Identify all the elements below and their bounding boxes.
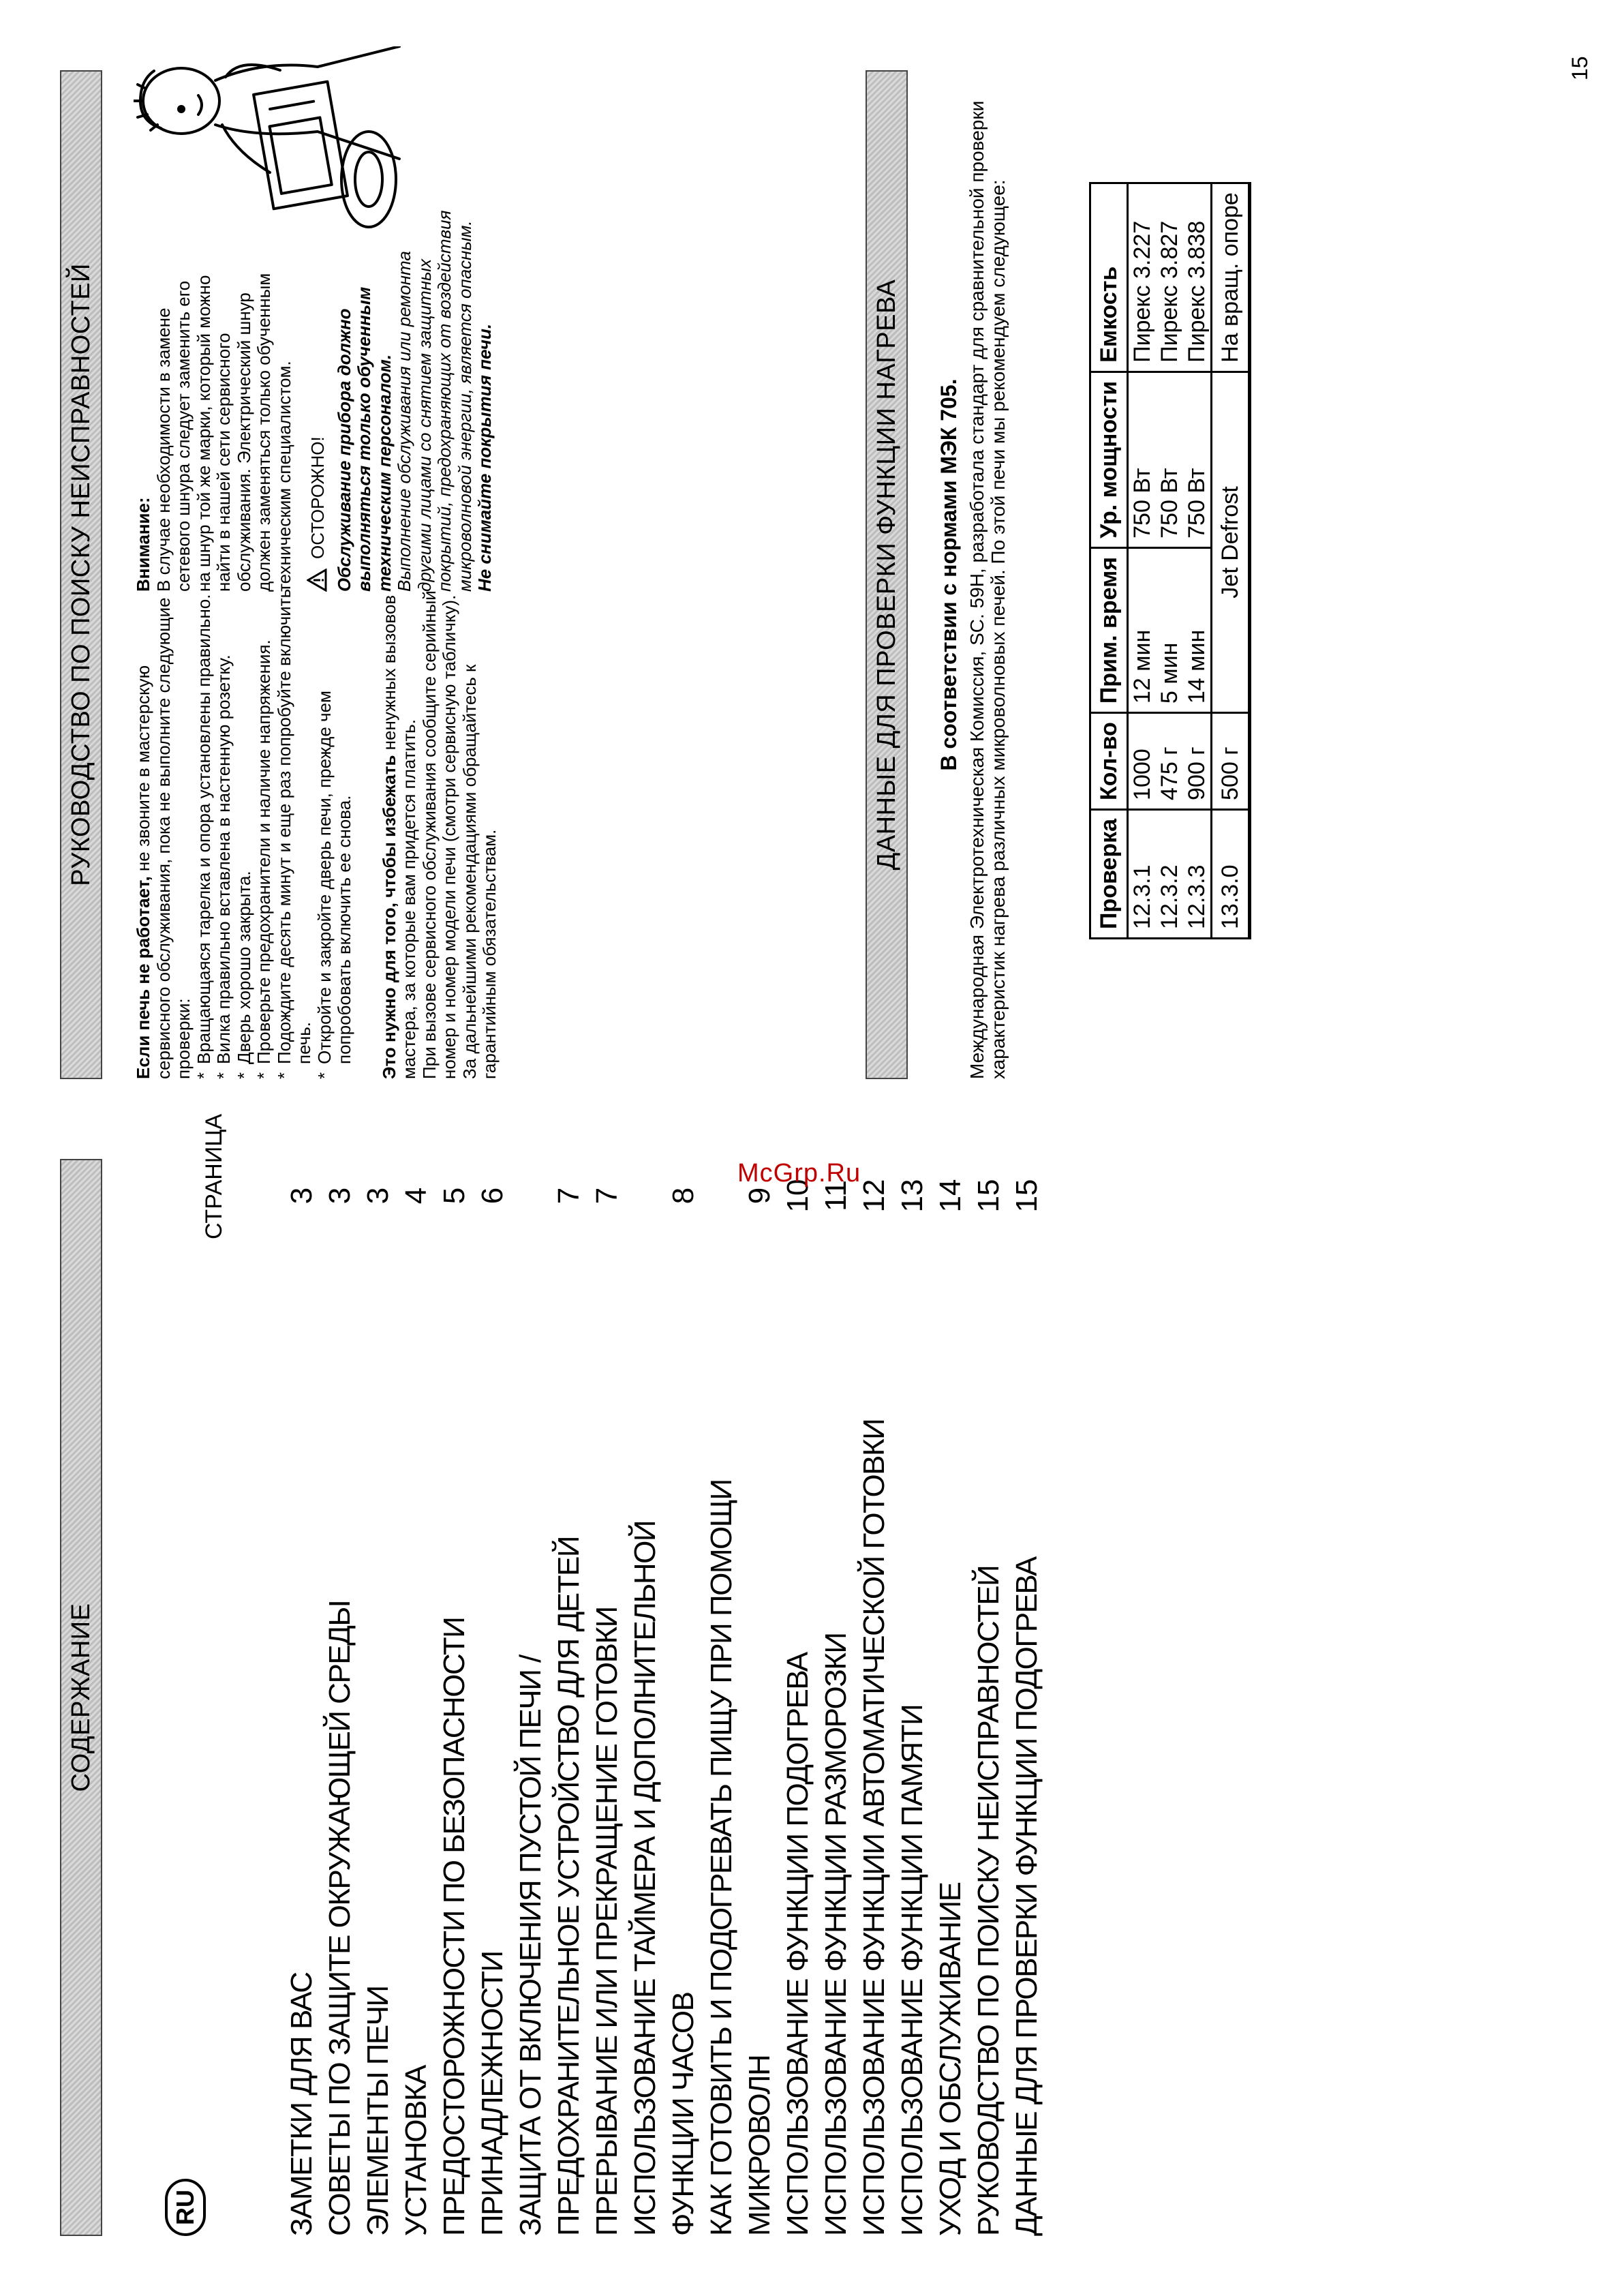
toc-row-page: 7 [590, 1187, 624, 1205]
caution-bold: Обслуживание прибора должно выполняться только обученным техническим персоналом. [333, 286, 395, 592]
caution-title: ОСТОРОЖНО! [307, 436, 328, 559]
warning-triangle-icon [307, 569, 332, 592]
caution-last: Не снимайте покрытия печи. [474, 323, 495, 592]
toc-row[interactable] [474, 1176, 512, 2236]
toc-row-text: УСТАНОВКА [399, 2066, 433, 2236]
toc-row[interactable] [893, 1176, 932, 2236]
cell: Пирекс 3.227 [1128, 183, 1157, 372]
header-test: Проверка [1090, 809, 1128, 938]
header-power: Ур. мощности [1090, 372, 1128, 547]
toc-row-text: ИСПОЛЬЗОВАНИЕ ФУНКЦИИ ПАМЯТИ [896, 1704, 929, 2236]
toc-row-page: 15 [1010, 1179, 1043, 1213]
attention-text: В случае необходимости в замене сетевого шнура следует заменить его на шнур той же марки, который можно найти в нашей сети сервисного обслуживания. Электрический шнур должен заменяться только обученным техническим специалистом. [153, 273, 294, 592]
cell: 1000 [1128, 713, 1157, 810]
table-row [1156, 183, 1183, 939]
toc-row-text: РУКОВОДСТВО ПО ПОИСКУ НЕИСПРАВНОСТЕЙ [972, 1565, 1005, 2236]
toc-row-text: ЭЛЕМЕНТЫ ПЕЧИ [361, 1986, 395, 2236]
toc-row-page: 12 [857, 1179, 891, 1213]
toc-row[interactable] [359, 1176, 397, 2236]
toc-row-text: УХОД И ОБСЛУЖИВАНИЕ [934, 1882, 967, 2236]
toc-page-header: СТРАНИЦА [201, 1113, 227, 1239]
toc-row-page: 14 [934, 1179, 967, 1213]
toc-row-page: 11 [819, 1180, 853, 1211]
why-paragraph [380, 588, 420, 1079]
toc-title: СОДЕРЖАНИЕ [66, 1603, 95, 1792]
toc-row[interactable] [512, 1176, 550, 2236]
toc-row-text: ФУНКЦИИ ЧАСОВ [667, 1992, 700, 2236]
heating-text-block [935, 70, 1009, 1079]
table-header-row [1090, 183, 1128, 939]
toc-row[interactable] [283, 1176, 321, 2236]
attention-title: Внимание: [133, 497, 153, 592]
toc-row-page: 8 [667, 1187, 700, 1205]
toc-row[interactable] [664, 1176, 703, 2236]
toc-row[interactable] [588, 1176, 626, 2236]
troubleshooting-title-bar [60, 70, 102, 1079]
cell: 12 мин [1128, 547, 1157, 712]
cell: 500 г [1212, 713, 1250, 810]
cell: Пирекс 3.838 [1183, 183, 1212, 372]
cell: 12.3.3 [1183, 809, 1212, 938]
troubleshooting-checks [134, 588, 500, 1079]
check-item: * Проверьте предохранители и наличие напряжения. [254, 588, 275, 1079]
cell: 750 Вт [1183, 372, 1212, 547]
toc-row[interactable] [970, 1176, 1008, 2236]
heating-title-bar [866, 70, 908, 1079]
toc-row[interactable] [321, 1176, 359, 2236]
check-item: * Дверь хорошо закрыта. [234, 588, 255, 1079]
check-item: * Вилка правильно вставлена в настенную розетку. [214, 588, 234, 1079]
toc-row-text: ПРЕДОСТОРОЖНОСТИ ПО БЕЗОПАСНОСТИ [438, 1617, 471, 2236]
toc-row-text: СОВЕТЫ ПО ЗАЩИТЕ ОКРУЖАЮЩЕЙ СРЕДЫ [323, 1601, 356, 2236]
toc-row-page: 6 [476, 1187, 509, 1205]
toc-row[interactable] [1008, 1176, 1046, 2236]
cell: 14 мин [1183, 547, 1212, 712]
check-item: * Вращающаяся тарелка и опора установлены правильно. [194, 588, 215, 1079]
toc-row-text: ЗАМЕТКИ ДЛЯ ВАС [285, 1972, 318, 2236]
toc-row-page: 5 [438, 1187, 471, 1205]
cell: 13.3.0 [1212, 809, 1250, 938]
toc-row-page: 4 [399, 1187, 433, 1205]
service-paragraph: При вызове сервисного обслуживания сообщите серийный номер и номер модели печи (смотри сервисную табличку). За дальнейшими рекомендациями обращайтесь к гарантийным обязательствам. [418, 590, 500, 1079]
toc-row-text: ДАННЫЕ ДЛЯ ПРОВЕРКИ ФУНКЦИИ ПОДОГРЕВА [1010, 1557, 1043, 2236]
caution-italic: Выполнение обслуживания или ремонта другими лицами со снятием защитных покрытий, предохраняющих от воздействия микроволновой энергии, является опасным. [394, 210, 475, 592]
toc-row-page: 13 [896, 1179, 929, 1213]
troubleshooting-title: РУКОВОДСТВО ПО ПОИСКУ НЕИСПРАВНОСТЕЙ [66, 263, 95, 886]
intro-rest: не звоните в мастерскую сервисного обслуживания, пока не выполните следующие проверки: [133, 597, 194, 1079]
table-row [1128, 183, 1157, 939]
toc-row-text: ИСПОЛЬЗОВАНИЕ ТАЙМЕРА И ДОПОЛНИТЕЛЬНОЙ [628, 1521, 662, 2236]
heating-text: Международная Электротехническая Комиссия, SC. 59H, разработала стандарт для сравнительной проверки характеристик нагрева различных микроволновых печей. По этой печи мы рекомендуем следующее: [966, 100, 1009, 1079]
toc-row-text: КАК ГОТОВИТЬ И ПОДОГРЕВАТЬ ПИЩУ ПРИ ПОМОЩИ [705, 1479, 738, 2236]
toc-row-text: ПРИНАДЛЕЖНОСТИ [476, 1951, 509, 2236]
table-row [1212, 183, 1250, 939]
check-item: * Подождите десять минут и еще раз попробуйте включить печь. [275, 588, 315, 1079]
toc-row-text: ПРЕРЫВАНИЕ ИЛИ ПРЕКРАЩЕНИЕ ГОТОВКИ [590, 1607, 624, 2236]
toc-row-text: ПРЕДОХРАНИТЕЛЬНОЕ УСТРОЙСТВО ДЛЯ ДЕТЕЙ [552, 1537, 585, 2236]
toc-row-text: ИСПОЛЬЗОВАНИЕ ФУНКЦИИ РАЗМОРОЗКИ [819, 1633, 853, 2236]
why-bold: Это нужно для того, чтобы избежать [378, 755, 399, 1079]
check-item: * Откройте и закройте дверь печи, прежде чем попробовать включить ее снова. [315, 588, 355, 1079]
table-row [1183, 183, 1212, 939]
toc-row[interactable] [550, 1176, 588, 2236]
intro-paragraph [134, 588, 194, 1079]
cell: 12.3.1 [1128, 809, 1157, 938]
toc-row-page: 10 [781, 1179, 814, 1213]
toc-row-text: МИКРОВОЛН [743, 2055, 776, 2236]
cell: 12.3.2 [1156, 809, 1183, 938]
header-time: Прим. время [1090, 547, 1128, 712]
toc-row[interactable] [397, 1176, 435, 2236]
header-vessel: Емкость [1090, 183, 1128, 372]
repairman-illustration [134, 46, 420, 244]
toc-row[interactable] [779, 1176, 817, 2236]
why-rest: ненужных вызовов мастера, за которые вам придется платить. [378, 594, 419, 1079]
toc-row[interactable] [435, 1176, 474, 2236]
toc-row-page: 15 [972, 1179, 1005, 1213]
toc-row[interactable] [741, 1176, 779, 2236]
language-badge: RU [165, 2179, 206, 2236]
toc-row-text: ЗАЩИТА ОТ ВКЛЮЧЕНИЯ ПУСТОЙ ПЕЧИ / [514, 1655, 547, 2236]
watermark: McGrp.Ru [737, 1159, 861, 1188]
toc-title-bar [60, 1159, 102, 2236]
cell: 750 Вт [1128, 372, 1157, 547]
toc-row-page: 3 [323, 1187, 356, 1205]
cell: 750 Вт [1156, 372, 1183, 547]
heating-test-table [1089, 182, 1251, 939]
heating-title: ДАННЫЕ ДЛЯ ПРОВЕРКИ ФУНКЦИИ НАГРЕВА [872, 279, 901, 871]
caution-block [307, 210, 495, 592]
toc-row[interactable] [817, 1176, 855, 2236]
cell: 900 г [1183, 713, 1212, 810]
toc-row[interactable] [855, 1176, 893, 2236]
cell: 475 г [1156, 713, 1183, 810]
toc-row[interactable] [703, 1176, 741, 2236]
cell: 5 мин [1156, 547, 1183, 712]
toc-row-page: 9 [743, 1187, 776, 1205]
header-qty: Кол-во [1090, 713, 1128, 810]
toc-row[interactable] [626, 1176, 664, 2236]
cell: На вращ. опоре [1212, 183, 1250, 372]
toc-row[interactable] [932, 1176, 970, 2236]
cell: Пирекс 3.827 [1156, 183, 1183, 372]
toc-row-page: 3 [285, 1187, 318, 1205]
toc-row-text: ИСПОЛЬЗОВАНИЕ ФУНКЦИИ АВТОМАТИЧЕСКОЙ ГОТОВКИ [857, 1419, 891, 2236]
attention-block [134, 224, 294, 592]
toc-row-text: ИСПОЛЬЗОВАНИЕ ФУНКЦИИ ПОДОГРЕВА [781, 1652, 814, 2236]
page-number: 15 [1567, 56, 1592, 80]
toc-row-page: 7 [552, 1187, 585, 1205]
cell: Jet Defrost [1212, 372, 1250, 712]
toc-row-page: 3 [361, 1187, 395, 1205]
intro-bold: Если печь не работает, [133, 876, 153, 1079]
heating-subtitle: В соответствии с нормами МЭК 705. [936, 378, 961, 771]
